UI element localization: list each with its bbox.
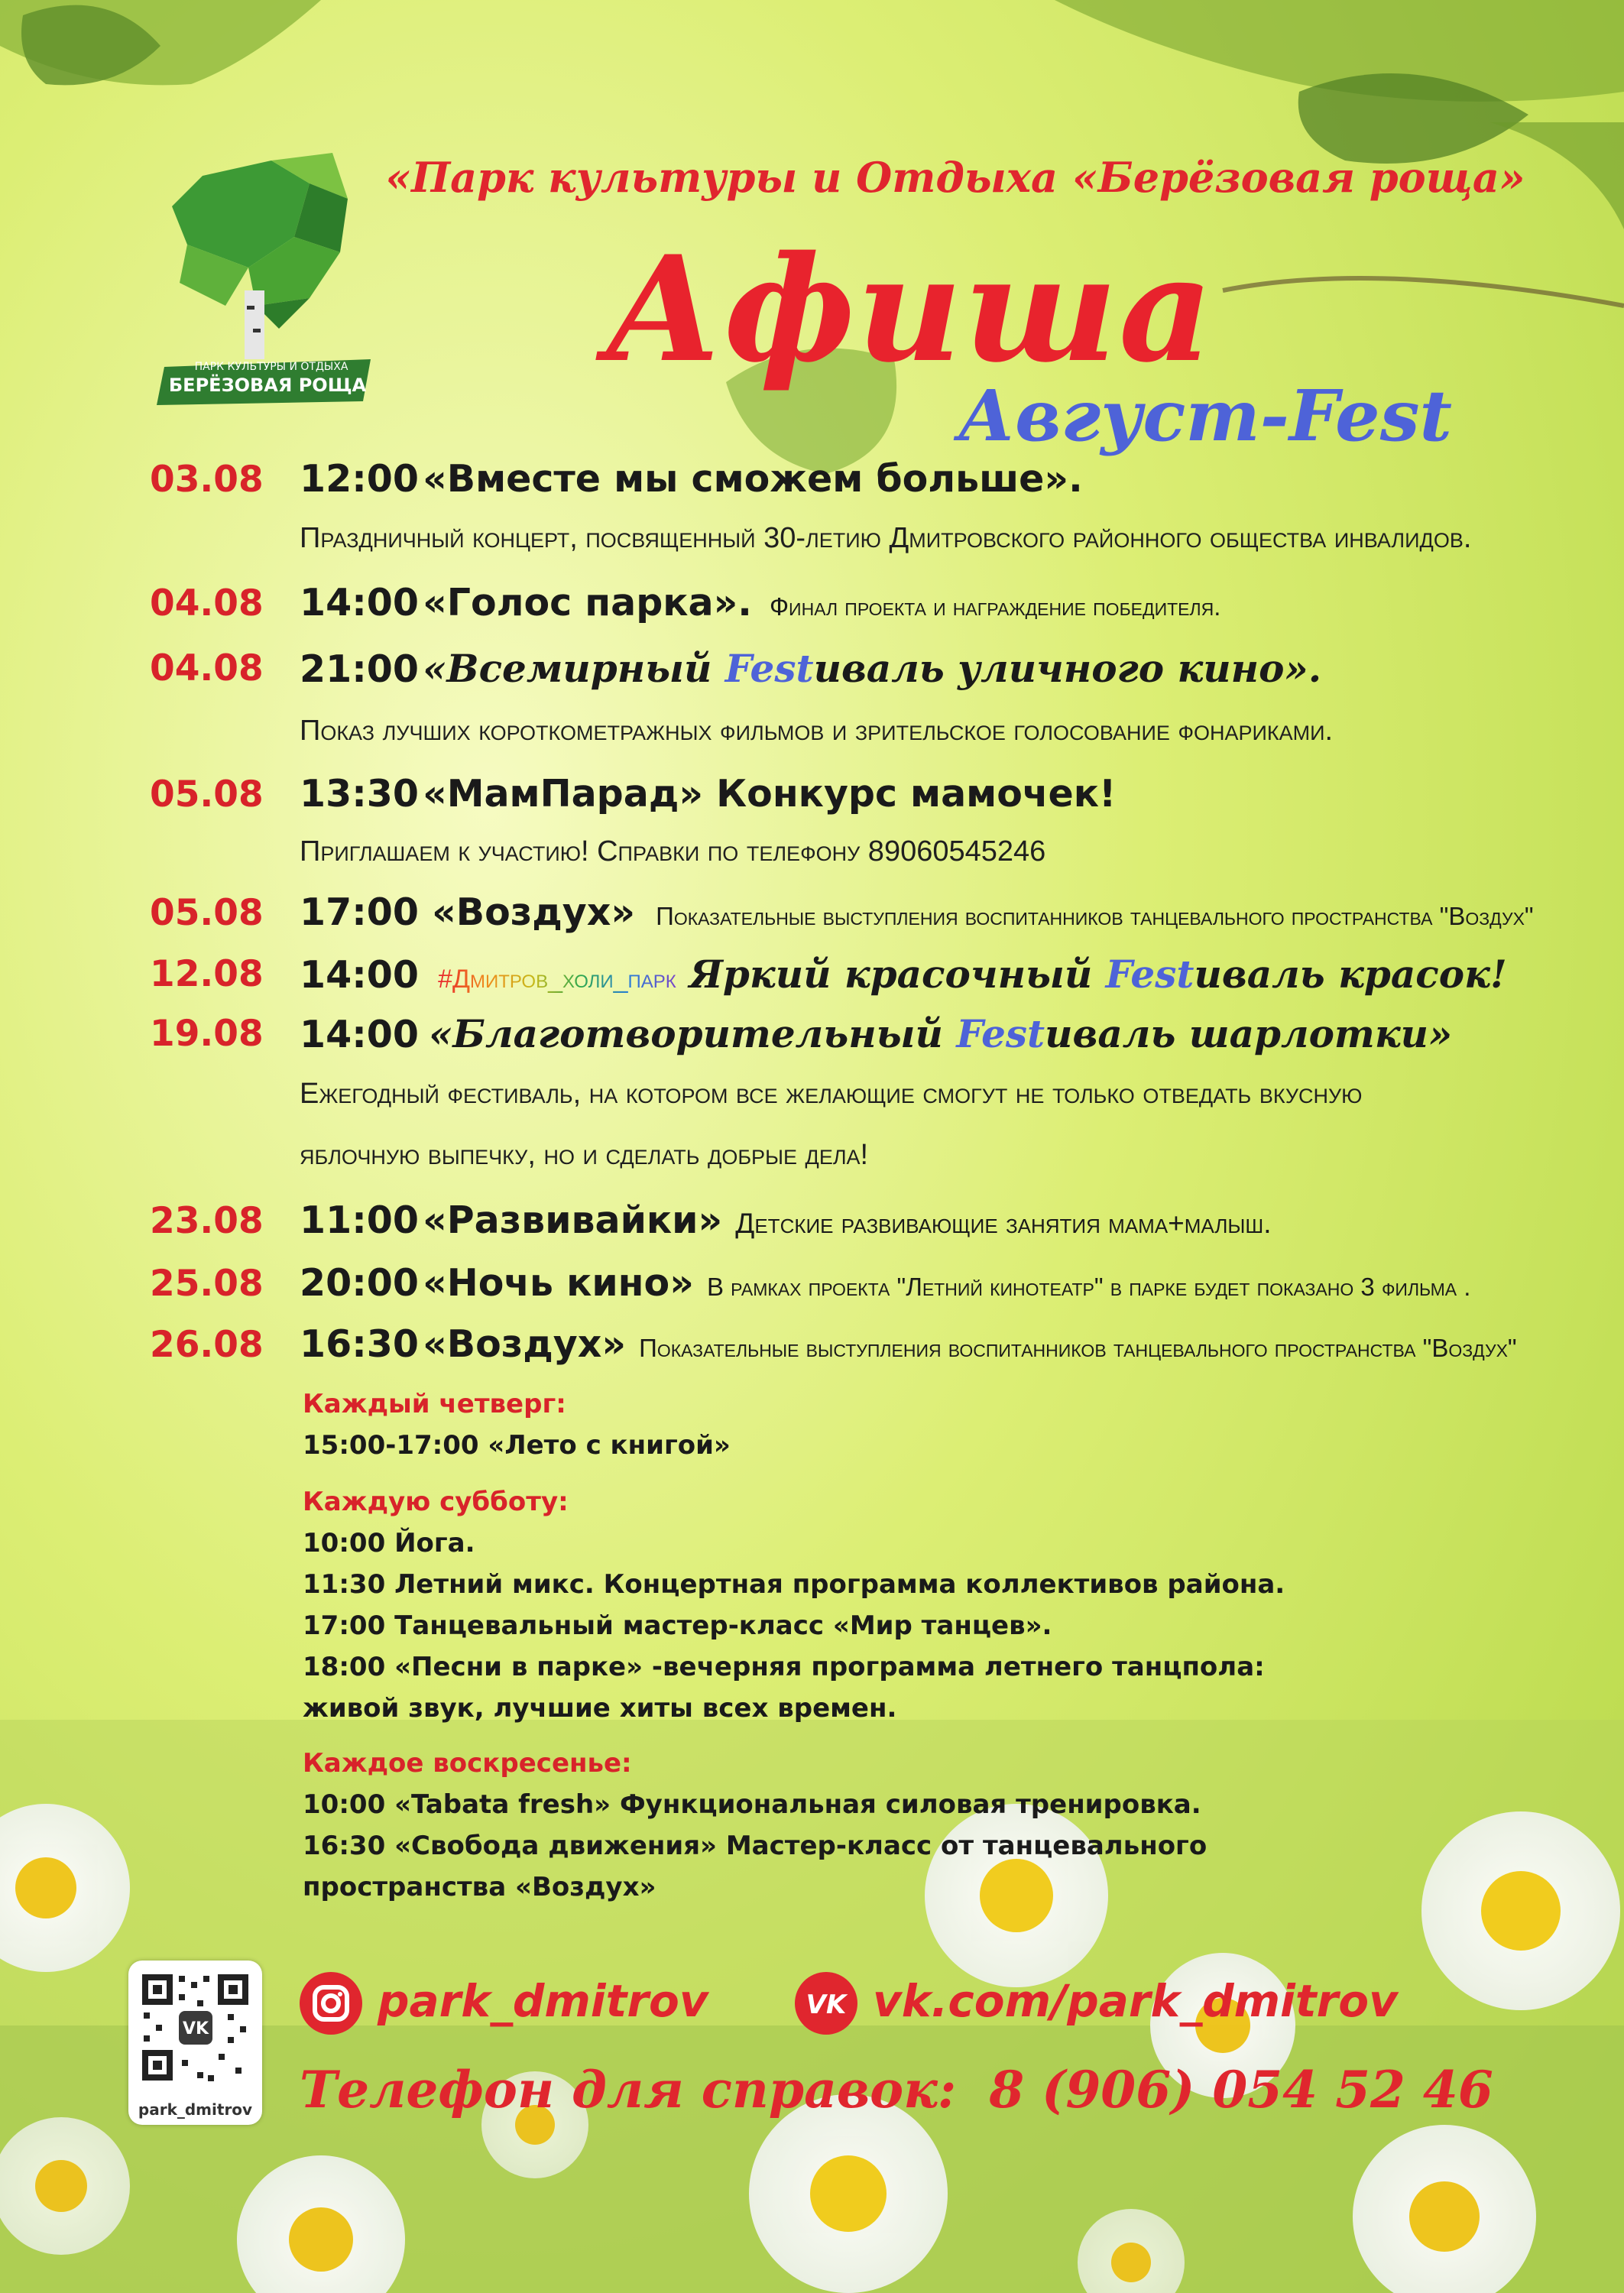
event-item	[0, 1011, 1624, 1057]
event-date: 23.08	[150, 1200, 264, 1242]
event-line	[300, 646, 1321, 691]
event-line	[300, 581, 1220, 624]
event-item	[0, 952, 1624, 997]
qr-code[interactable]	[128, 1961, 262, 2125]
event-note: Показательные выступления воспитанников танцевального пространства "Воздух"	[656, 902, 1534, 930]
event-title-fest: Fest	[724, 646, 814, 691]
event-item	[0, 890, 1624, 936]
event-hashtag: #Дмитров_холи_парк	[438, 965, 676, 994]
event-description: яблочную выпечку, но и сделать добрые дела!	[300, 1139, 869, 1171]
vk-icon	[795, 1972, 857, 2035]
event-line	[300, 1011, 1452, 1056]
weekly-saturday	[303, 1481, 1285, 1729]
instagram-handle: park_dmitrov	[378, 1975, 708, 2027]
event-time: 14:00	[300, 581, 419, 624]
event-date: 19.08	[150, 1013, 264, 1055]
event-line	[300, 890, 1534, 934]
svg-text:VK: VK	[806, 1990, 847, 2020]
event-title-start: Яркий красочный	[689, 952, 1106, 997]
event-line	[300, 1261, 1470, 1305]
event-description: Показ лучших короткометражных фильмов и зрительское голосование фонариками.	[300, 715, 1334, 747]
page-title: Афиша	[604, 224, 1215, 394]
vk-address: vk.com/park_dmitrov	[873, 1975, 1398, 2027]
event-title-start: «Благотворительный	[429, 1011, 957, 1056]
event-date: 26.08	[150, 1324, 264, 1366]
event-title: «МамПарад» Конкурс мамочек!	[423, 772, 1117, 816]
event-note: Финал проекта и награждение победителя.	[769, 592, 1221, 621]
event-line	[300, 952, 1507, 997]
event-item	[0, 1198, 1624, 1244]
event-line	[300, 1198, 1272, 1242]
event-date: 05.08	[150, 774, 264, 816]
event-time: 11:00	[300, 1198, 419, 1242]
event-line	[300, 1322, 1517, 1366]
event-title-start: «Всемирный	[423, 646, 725, 691]
event-title-end: иваль уличного кино».	[813, 646, 1322, 691]
event-line	[300, 457, 1083, 501]
weekly-item: 15:00-17:00 «Лето с книгой»	[303, 1430, 731, 1461]
instagram-icon	[300, 1972, 362, 2035]
logo-caption-main: БЕРЁЗОВАЯ РОЩА	[168, 375, 367, 396]
event-time: 20:00	[300, 1261, 419, 1305]
event-date: 25.08	[150, 1263, 264, 1305]
event-item	[0, 581, 1624, 627]
event-date: 05.08	[150, 892, 264, 934]
event-note: Показательные выступления воспитанников танцевального пространства "Воздух"	[639, 1334, 1517, 1362]
event-time: 14:00	[300, 1013, 419, 1056]
weekly-item: 10:00 «Tabata fresh» Функциональная силовая тренировка.	[303, 1789, 1201, 1820]
event-title-fest: Fest	[1105, 952, 1194, 997]
event-time: 21:00	[300, 647, 419, 691]
park-name-heading: «Парк культуры и Отдыха «Берёзовая роща»	[385, 153, 1525, 202]
event-time: 17:00	[300, 890, 419, 934]
event-date: 12.08	[150, 953, 264, 995]
weekly-heading: Каждый четверг:	[303, 1389, 566, 1419]
park-logo	[157, 153, 378, 405]
weekly-item: 10:00 Йога.	[303, 1528, 475, 1558]
weekly-item: 11:30 Летний микс. Концертная программа коллективов района.	[303, 1569, 1285, 1600]
event-time: 14:00	[300, 953, 419, 997]
qr-code-icon	[128, 1961, 262, 2094]
event-date: 03.08	[150, 459, 264, 501]
event-time: 12:00	[300, 457, 419, 501]
phone-number[interactable]: 8 (906) 054 52 46	[989, 2060, 1493, 2119]
event-title: «Голос парка».	[423, 581, 752, 624]
event-item	[0, 457, 1624, 503]
event-title: «Воздух»	[423, 1322, 626, 1366]
event-item	[0, 1261, 1624, 1307]
event-line	[300, 772, 1116, 816]
phone-label: Телефон для справок:	[300, 2060, 957, 2119]
logo-caption-top: ПАРК КУЛЬТУРЫ И ОТДЫХА	[194, 361, 348, 373]
weekly-item: 16:30 «Свобода движения» Мастер-класс от танцевального	[303, 1831, 1207, 1861]
event-note: Детские развивающие занятия мама+малыш.	[735, 1208, 1272, 1239]
phone-line	[300, 2060, 1493, 2119]
vk-link[interactable]	[795, 1972, 1521, 2041]
weekly-thursday	[303, 1383, 731, 1466]
weekly-item: 18:00 «Песни в парке» -вечерняя программа летнего танцпола:	[303, 1652, 1265, 1682]
event-description: Приглашаем к участию! Справки по телефону 89060545246	[300, 835, 1046, 868]
event-item	[0, 772, 1624, 818]
qr-caption: park_dmitrov	[138, 2100, 253, 2119]
event-description: Ежегодный фестиваль, на котором все желающие смогут не только отведать вкусную	[300, 1078, 1363, 1110]
event-note: В рамках проекта "Летний кинотеатр" в парке будет показано 3 фильма .	[706, 1273, 1471, 1301]
event-title: «Развивайки»	[423, 1198, 723, 1242]
event-item	[0, 1322, 1624, 1368]
weekly-item: пространства «Воздух»	[303, 1872, 656, 1902]
event-title: «Вместе мы сможем больше».	[423, 457, 1083, 501]
weekly-item: 17:00 Танцевальный мастер-класс «Мир танцев».	[303, 1610, 1052, 1641]
instagram-link[interactable]	[300, 1972, 758, 2041]
event-description: Праздничный концерт, посвященный 30-летию Дмитровского районного общества инвалидов.	[300, 522, 1472, 554]
weekly-item: живой звук, лучшие хиты всех времен.	[303, 1693, 897, 1724]
event-title: «Воздух»	[432, 890, 635, 934]
page-subtitle: Август-Fest	[958, 375, 1452, 457]
event-title-fest: Fest	[956, 1011, 1045, 1056]
weekly-heading: Каждое воскресенье:	[303, 1748, 632, 1779]
weekly-sunday	[303, 1743, 1207, 1908]
weekly-heading: Каждую субботу:	[303, 1487, 569, 1517]
svg-text:VK: VK	[182, 2019, 209, 2038]
event-date: 04.08	[150, 647, 264, 689]
event-title-end: иваль красок!	[1194, 952, 1507, 997]
event-date: 04.08	[150, 582, 264, 624]
event-item	[0, 646, 1624, 692]
event-time: 16:30	[300, 1322, 419, 1366]
event-title-end: иваль шарлотки»	[1045, 1011, 1453, 1056]
event-time: 13:30	[300, 772, 419, 816]
event-title: «Ночь кино»	[423, 1261, 694, 1305]
